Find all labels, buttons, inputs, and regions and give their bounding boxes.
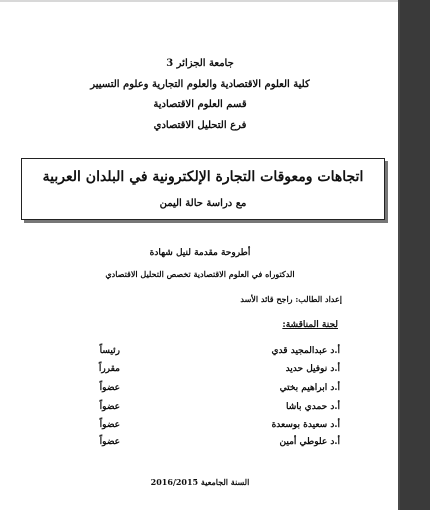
thesis-subtitle: مع دراسة حالة اليمن bbox=[159, 198, 247, 209]
university-name: جامعة الجزائر 3 bbox=[166, 58, 234, 69]
committee-member-role: مقرراً bbox=[98, 364, 120, 374]
committee-member-name: أ.د نوفيل حديد bbox=[285, 364, 340, 374]
committee-member-role: عضواً bbox=[99, 437, 120, 447]
prepared-by: إعداد الطالب: راجح قائد الأسد bbox=[240, 294, 342, 304]
department-name: قسم العلوم الاقتصادية bbox=[153, 99, 247, 110]
committee-member-name: أ.د سعيدة بوسعدة bbox=[271, 420, 340, 430]
academic-year: السنة الجامعية 2016/2015 bbox=[150, 477, 250, 487]
committee-member-role: عضواً bbox=[99, 420, 120, 430]
thesis-degree: الدكتوراه في العلوم الاقتصادية تخصص التحليل الاقتصادي bbox=[105, 269, 295, 279]
faculty-name: كلية العلوم الاقتصادية والعلوم التجارية وعلوم التسيير bbox=[90, 79, 310, 90]
committee-member-role: عضواً bbox=[99, 383, 120, 393]
title-box bbox=[21, 158, 385, 220]
branch-name: فرع التحليل الاقتصادي bbox=[153, 120, 247, 131]
committee-member-role: رئيساً bbox=[99, 346, 120, 356]
committee-heading: لجنة المناقشة: bbox=[282, 320, 338, 330]
committee-member-name: أ.د عبدالمجيد قدي bbox=[271, 346, 340, 356]
committee-member-name: أ.د حمدي باشا bbox=[286, 402, 340, 412]
page-top-edge bbox=[0, 0, 400, 2]
committee-member-role: عضواً bbox=[99, 402, 120, 412]
viewer-background bbox=[400, 0, 430, 510]
thesis-type: أطروحة مقدمة لنيل شهادة bbox=[149, 248, 251, 258]
committee-member-name: أ.د ابراهيم بختي bbox=[279, 383, 340, 393]
committee-member-name: أ.د علوطي أمين bbox=[279, 437, 340, 447]
thesis-title: اتجاهات ومعوقات التجارة الإلكترونية في البلدان العربية bbox=[42, 169, 364, 185]
